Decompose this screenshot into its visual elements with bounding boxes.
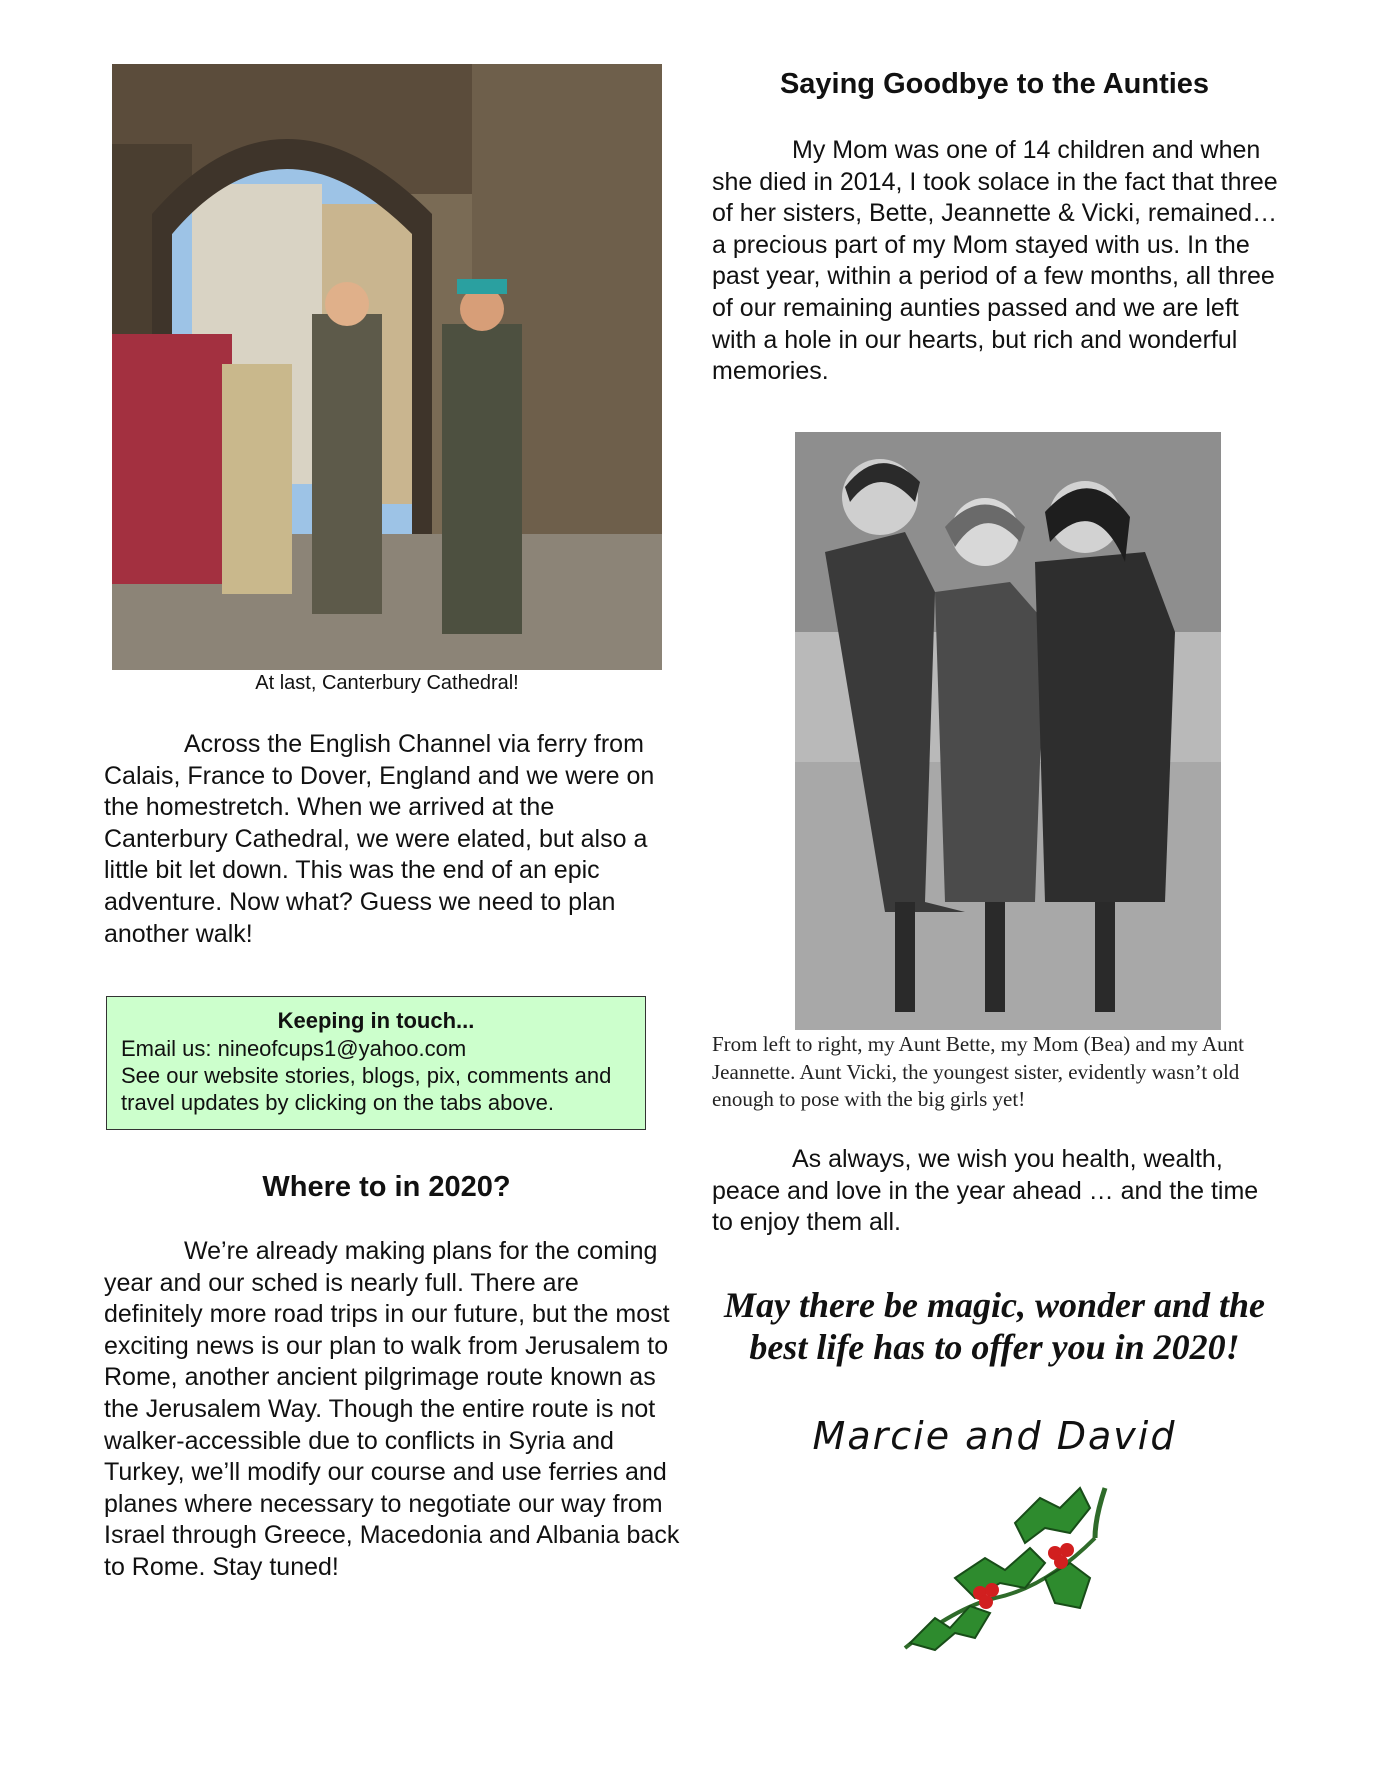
aunties-photo xyxy=(795,432,1221,1030)
contact-box xyxy=(106,996,646,1130)
contact-website: See our website stories, blogs, pix, comments and travel updates by clicking on the tabs above. xyxy=(121,1063,612,1115)
aunties-photo-caption: From left to right, my Aunt Bette, my Mom (Bea) and my Aunt Jeannette. Aunt Vicki, the youngest sister, evidently wasn’t old enough to pose with the big girls yet! xyxy=(712,1032,1244,1111)
signature: Marcie and David xyxy=(812,1414,1177,1458)
where-heading: Where to in 2020? xyxy=(262,1171,511,1203)
photo-caption: At last, Canterbury Cathedral! xyxy=(255,672,519,694)
holly-decoration xyxy=(895,1478,1125,1658)
holiday-blessing: May there be magic, wonder and the best life has to offer you in 2020! xyxy=(724,1285,1265,1367)
aunties-paragraph: My Mom was one of 14 children and when she died in 2014, I took solace in the fact that three of her sisters, Bette, Jeannette & Vicki, remained… a precious part of my Mom stayed with us. In the past year, within a period of a few months, all three of our remaining aunties passed and we are left with a hole in our hearts, but rich and wonderful memories. xyxy=(712,136,1278,386)
contact-title: Keeping in touch... xyxy=(277,1008,475,1033)
channel-paragraph: Across the English Channel via ferry from Calais, France to Dover, England and we were on the homestretch. When we arrived at the Canterbury Cathedral, we were elated, but also a little bit let down. This was the end of an epic adventure. Now what? Guess we need to plan another walk! xyxy=(104,730,655,948)
contact-email[interactable]: Email us: nineofcups1@yahoo.com xyxy=(121,1036,467,1061)
aunties-heading: Saying Goodbye to the Aunties xyxy=(779,68,1210,100)
wish-paragraph: As always, we wish you health, wealth, peace and love in the year ahead … and the time to enjoy them all. xyxy=(712,1145,1259,1237)
canterbury-photo xyxy=(112,64,662,670)
where-paragraph: We’re already making plans for the coming year and our sched is nearly full. There are definitely more road trips in our future, but the most exciting news is our plan to walk from Jerusalem to Rome, another ancient pilgrimage route known as the Jerusalem Way. Though the entire route is not walker-accessible due to conflicts in Syria and Turkey, we’ll modify our course and use ferries and planes where necessary to negotiate our way from Israel through Greece, Macedonia and Albania back to Rome. Stay tuned! xyxy=(104,1237,680,1581)
